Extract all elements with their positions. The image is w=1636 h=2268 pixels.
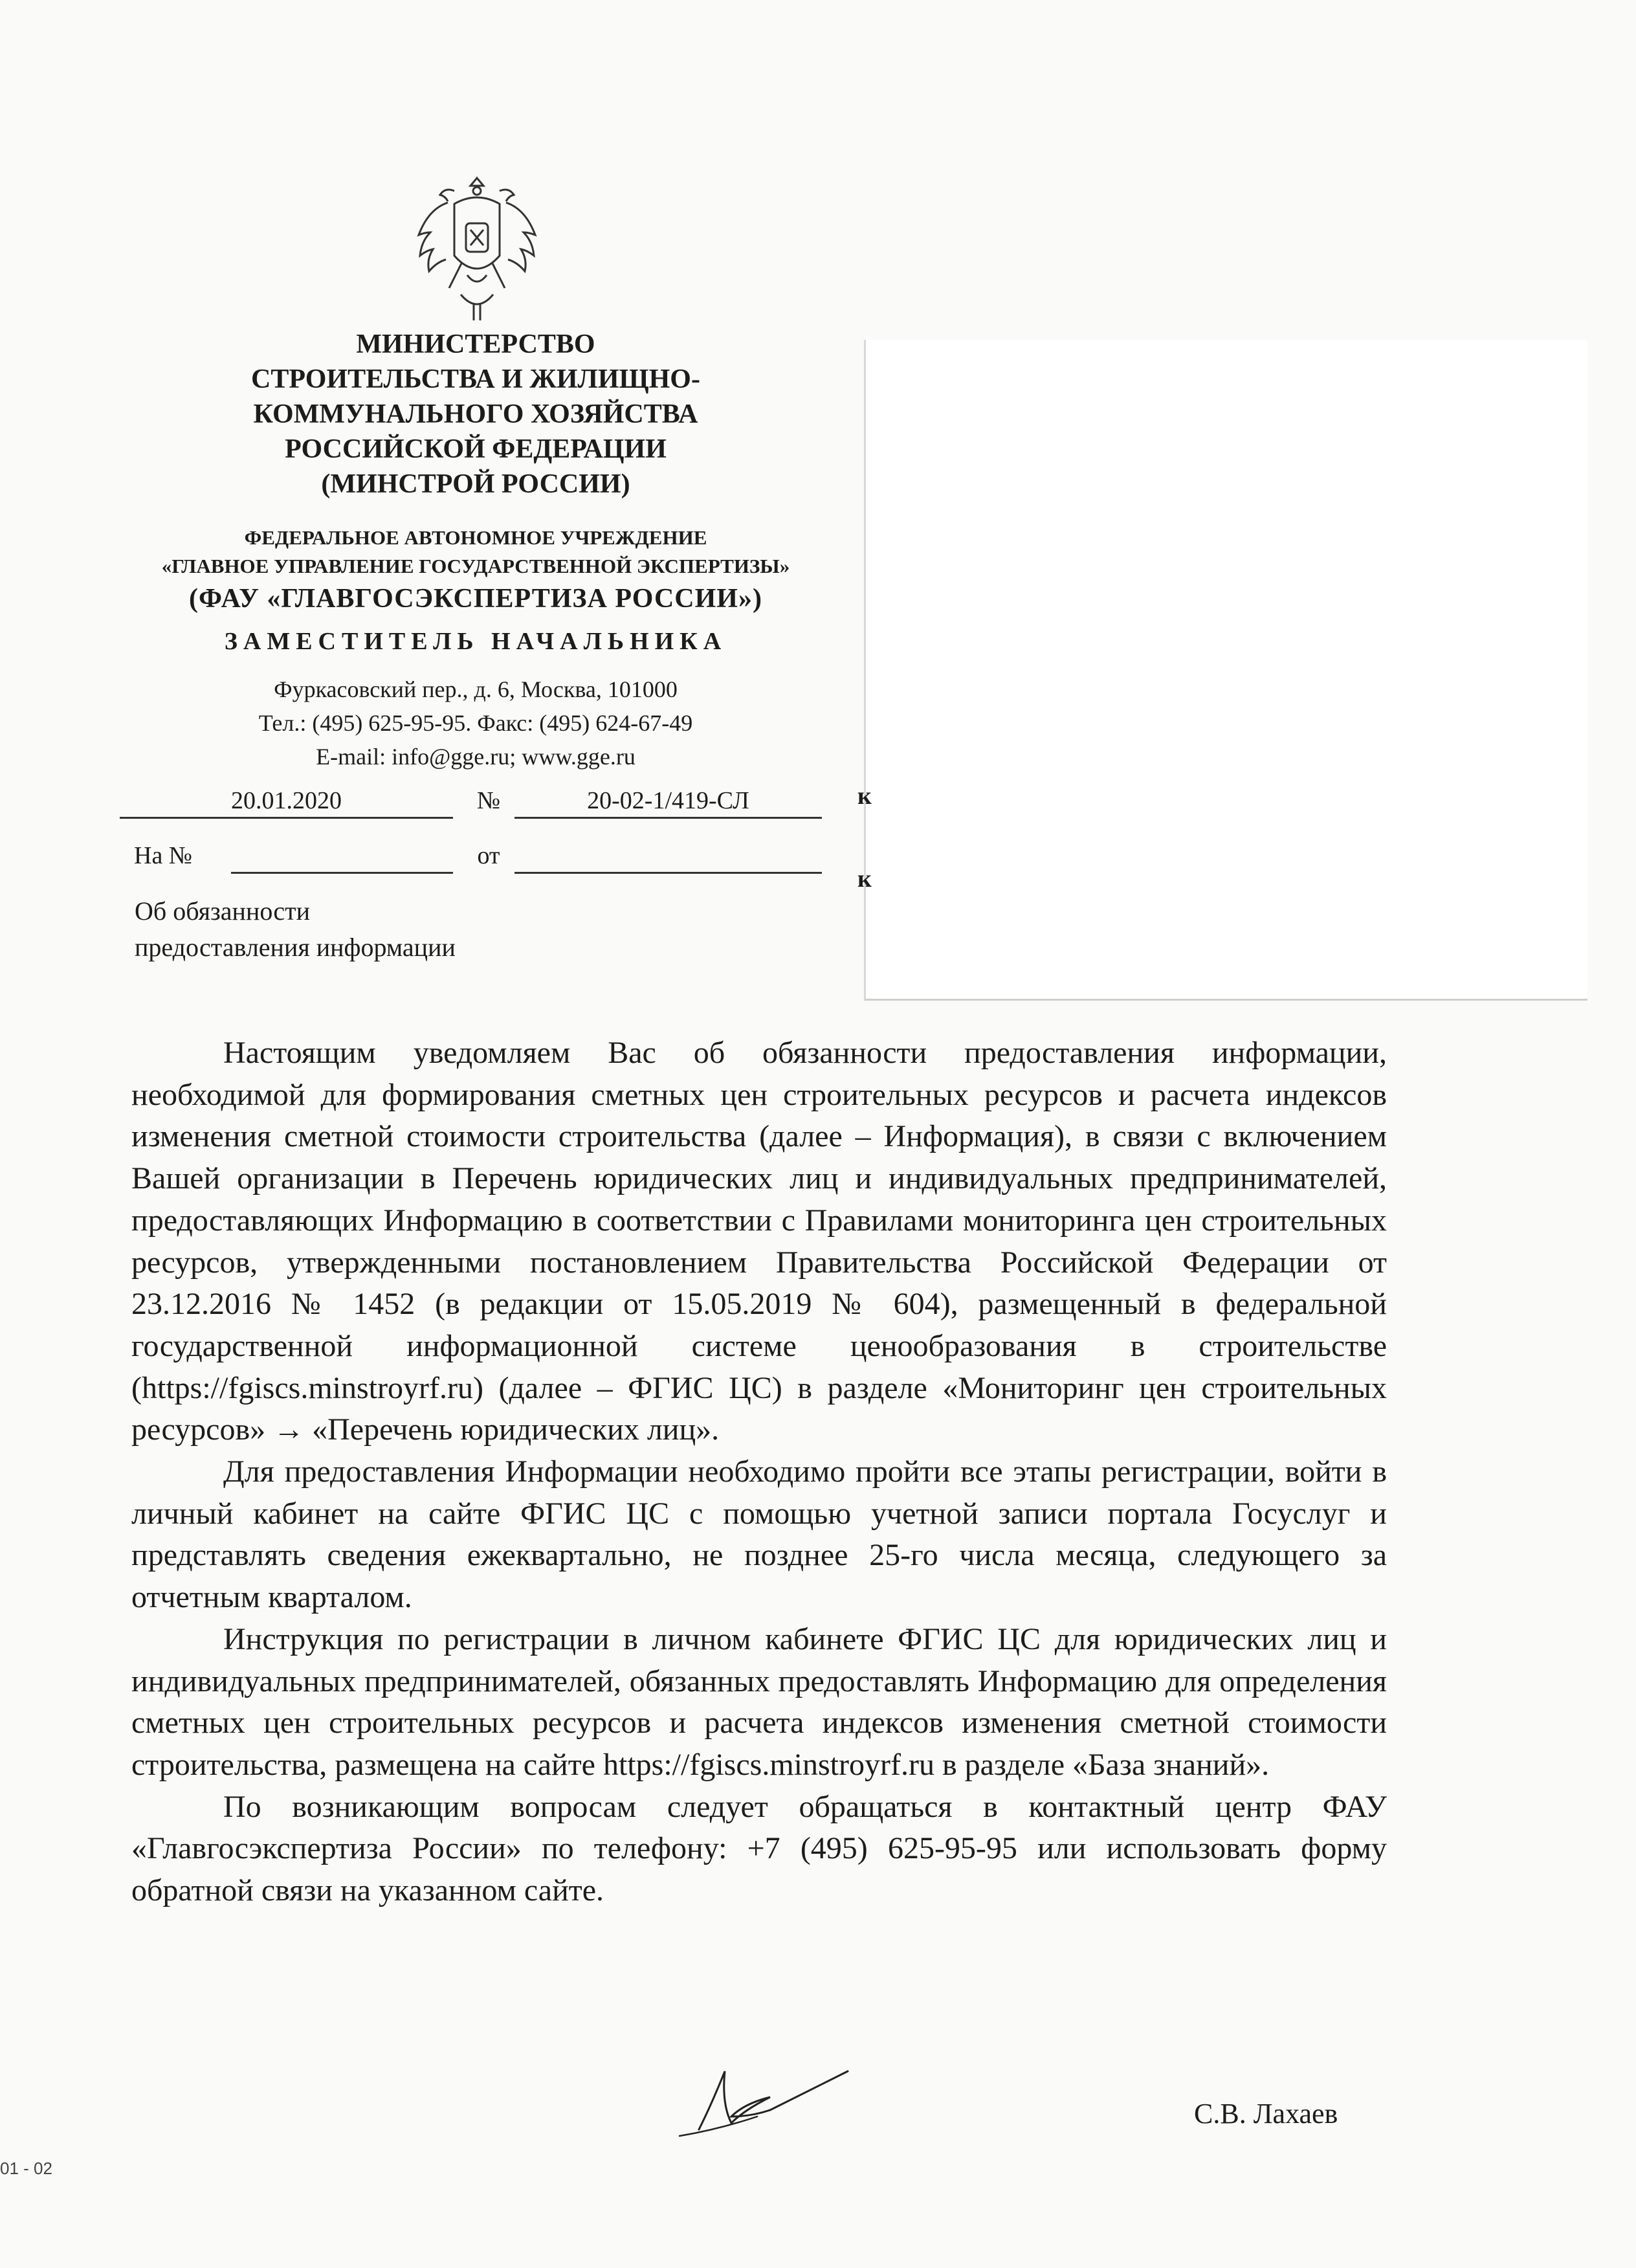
letterhead: [149, 327, 802, 773]
letter-body: [131, 1032, 1387, 1912]
cut-off-letter: к: [857, 783, 872, 810]
letter-subject: [135, 893, 456, 966]
reply-number-underline: [231, 872, 453, 874]
body-paragraph: Инструкция по регистрации в личном кабинете ФГИС ЦС для юридических лиц и индивидуальных предпринимателей, обязанных предоставлять Информацию для определения сметных цен строительных ресурсов и расчета индексов изменения сметной стоимости строительства, размещена на сайте https://fgiscs.minstroyrf.ru в разделе «База знаний».: [131, 1621, 1387, 1782]
reply-reference-row: [120, 835, 825, 874]
signer-name: С.В. Лахаев: [1194, 2098, 1338, 2129]
letter-date: 20.01.2020: [231, 787, 342, 814]
ministry-name-line: РОССИЙСКОЙ ФЕДЕРАЦИИ: [285, 434, 667, 464]
pasted-blank-sheet: [864, 340, 1587, 1001]
number-label: №: [476, 787, 501, 814]
subject-line: Об обязанности: [135, 896, 310, 926]
reply-date-underline: [514, 872, 822, 874]
body-paragraph: По возникающим вопросам следует обращаться в контактный центр ФАУ «Главгосэкспертиза России» по телефону: +7 (495) 625-95-95 или использовать форму обратной связи на указанном сайте.: [131, 1789, 1387, 1908]
ministry-name-line: СТРОИТЕЛЬСТВА И ЖИЛИЩНО-: [251, 364, 700, 394]
margin-code: 01 - 02: [0, 2159, 52, 2178]
number-underline: [514, 817, 822, 819]
letter-number: 20-02-1/419-СЛ: [587, 787, 749, 814]
subject-line: предоставления информации: [135, 933, 456, 962]
institution-short-name: (ФАУ «ГЛАВГОСЭКСПЕРТИЗА РОССИИ»): [189, 584, 762, 614]
institution-name-line: «ГЛАВНОЕ УПРАВЛЕНИЕ ГОСУДАРСТВЕННОЙ ЭКСПЕРТИЗЫ»: [161, 555, 790, 577]
institution-name-line: ФЕДЕРАЛЬНОЕ АВТОНОМНОЕ УЧРЕЖДЕНИЕ: [244, 526, 707, 549]
coat-of-arms-emblem: [409, 165, 545, 327]
ministry-short-name: (МИНСТРОЙ РОССИИ): [321, 469, 630, 499]
reply-from-label: от: [477, 842, 500, 869]
date-underline: [120, 817, 453, 819]
body-paragraph: Настоящим уведомляем Вас об обязанности предоставления информации, необходимой для формирования сметных цен строительных ресурсов и расчета индексов изменения сметной стоимости строительства (далее – Информация), в связи с включением Вашей организации в Перечень юридических лиц и индивидуальных предпринимателей, предоставляющих Информацию в соответствии с Правилами мониторинга цен строительных ресурсов, утвержденными постановлением Правительства Российской Федерации от 23.12.2016 № 1452 (в редакции от 15.05.2019 № 604), размещенный в федеральной государственной информационной системе ценообразования в строительстве (https://fgiscs.minstroyrf.ru) (далее – ФГИС ЦС) в разделе «Мониторинг цен строительных ресурсов» → «Перечень юридических лиц».: [131, 1036, 1387, 1447]
handwritten-signature: [654, 2039, 874, 2149]
ministry-name-line: МИНИСТЕРСТВО: [356, 329, 595, 359]
address-line: Фуркасовский пер., д. 6, Москва, 101000: [274, 676, 678, 702]
cut-off-letter: к: [857, 865, 872, 893]
signatory-position: ЗАМЕСТИТЕЛЬ НАЧАЛЬНИКА: [224, 628, 727, 655]
reply-to-label: На №: [134, 842, 193, 869]
ministry-name-line: КОММУНАЛЬНОГО ХОЗЯЙСТВА: [253, 399, 698, 429]
body-paragraph: Для предоставления Информации необходимо пройти все этапы регистрации, войти в личный кабинет на сайте ФГИС ЦС с помощью учетной записи портала Госуслуг и представлять сведения ежеквартально, не позднее 25-го числа месяца, следующего за отчетным кварталом.: [131, 1454, 1387, 1615]
registration-row: [120, 780, 825, 819]
email-line: E-mail: info@gge.ru; www.gge.ru: [316, 744, 636, 770]
contacts-line: Тел.: (495) 625-95-95. Факс: (495) 624-67-49: [258, 710, 693, 736]
